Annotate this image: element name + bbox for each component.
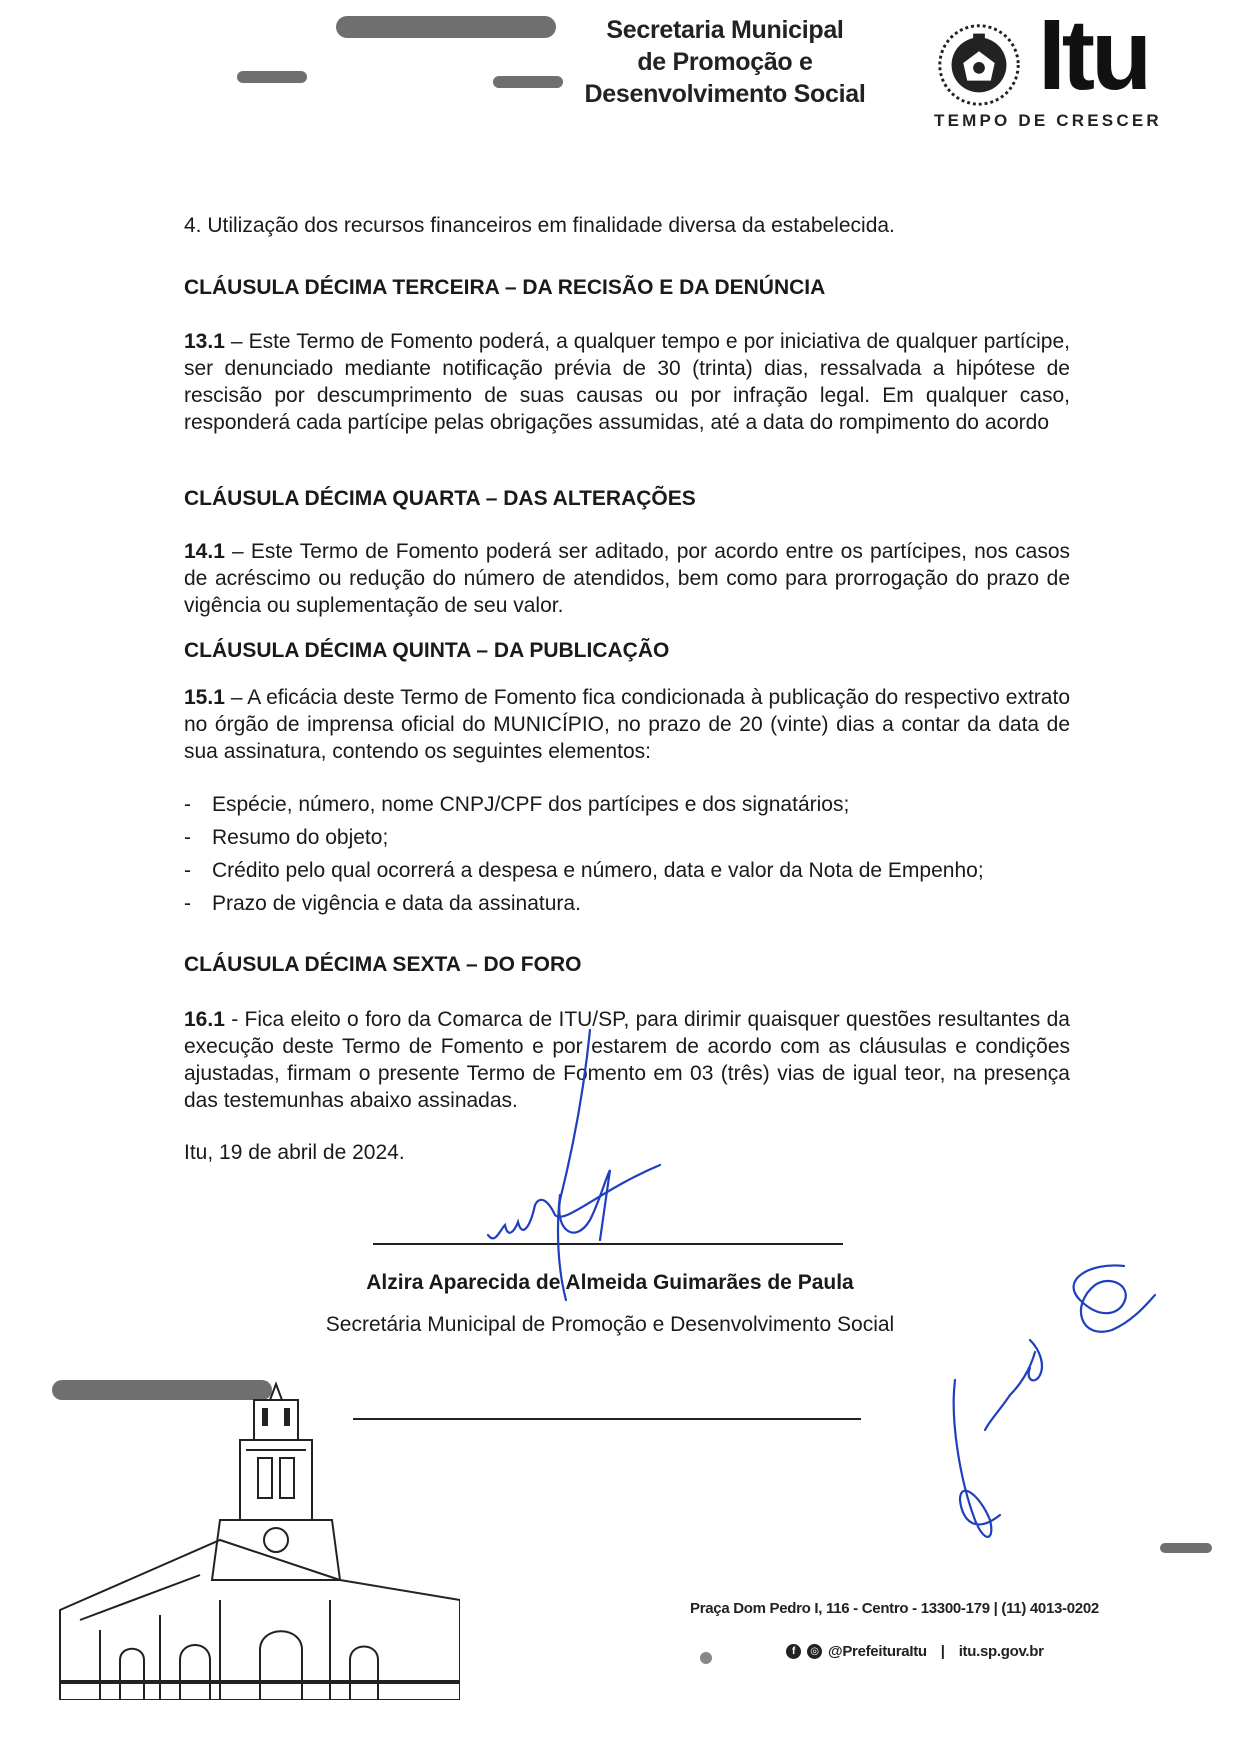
signature-line — [373, 1243, 843, 1245]
clause-15-paragraph — [184, 684, 1070, 765]
department-line: Secretaria Municipal — [606, 16, 844, 44]
document-date: Itu, 19 de abril de 2024. — [184, 1141, 405, 1164]
clause-number: 15.1 — [184, 686, 225, 709]
header-redaction-bar — [336, 16, 556, 38]
list-item: - Prazo de vigência e data da assinatura. — [184, 892, 581, 915]
instagram-icon: ◎ — [807, 1644, 822, 1659]
list-item: - Espécie, número, nome CNPJ/CPF dos partícipes e dos signatários; — [184, 793, 850, 816]
clause-16-heading: CLÁUSULA DÉCIMA SEXTA – DO FORO — [184, 953, 582, 976]
church-illustration — [40, 1380, 460, 1700]
clause-number: 14.1 — [184, 540, 225, 563]
signature-stroke — [488, 1165, 660, 1238]
department-line: de Promoção e — [637, 48, 813, 76]
website-link[interactable]: itu.sp.gov.br — [958, 1643, 1044, 1660]
footer-social — [786, 1643, 1044, 1660]
social-handle: @PrefeituraItu — [828, 1643, 927, 1660]
clause-text: – Este Termo de Fomento poderá, a qualquer tempo e por iniciativa de qualquer partícipe, ser denunciado mediante notificação prévia de 30 (trinta) dias, ressalvada a hipótese de rescisão por descumprimento de suas causas ou por infração legal. Em qualquer caso, responderá cada partícipe pelas obrigações assumidas, até a data do rompimento do acordo — [184, 330, 1070, 434]
list-item-text: Prazo de vigência e data da assinatura. — [212, 892, 581, 915]
list-item-text: Espécie, número, nome CNPJ/CPF dos partícipes e dos signatários; — [212, 793, 850, 816]
clause-15-heading: CLÁUSULA DÉCIMA QUINTA – DA PUBLICAÇÃO — [184, 639, 670, 662]
itu-logo: Itu — [1038, 0, 1149, 111]
facebook-icon: f — [786, 1644, 801, 1659]
clause-text: – Este Termo de Fomento poderá ser aditado, por acordo entre os partícipes, nos casos de acréscimo ou redução do número de atendidos, bem como para prorrogação do prazo de vigência ou suplementação de seu valor. — [184, 540, 1070, 617]
department-line: Desenvolvimento Social — [584, 80, 866, 108]
signatory-name: Alzira Aparecida de Almeida Guimarães de Paula — [366, 1271, 854, 1294]
footer-address: Praça Dom Pedro I, 116 - Centro - 13300-179 | (11) 4013-0202 — [690, 1600, 1099, 1617]
clause-number: 13.1 — [184, 330, 225, 353]
list-item-text: Resumo do objeto; — [212, 826, 389, 849]
header-redaction-bar — [493, 76, 563, 88]
footer-dot-icon — [700, 1652, 712, 1664]
redaction-bar — [1160, 1543, 1212, 1553]
clause-14-paragraph — [184, 538, 1070, 619]
clause-13-heading: CLÁUSULA DÉCIMA TERCEIRA – DA RECISÃO E DA DENÚNCIA — [184, 276, 826, 299]
clause-text: – A eficácia deste Termo de Fomento fica condicionada à publicação do respectivo extrato no órgão de imprensa oficial do MUNICÍPIO, no prazo de 20 (vinte) dias a contar da data de sua assinatura, contendo os seguintes elementos: — [184, 686, 1070, 763]
signatory-role: Secretária Municipal de Promoção e Desenvolvimento Social — [325, 1313, 895, 1336]
clause-text: - Fica eleito o foro da Comarca de ITU/SP, para dirimir quaisquer questões resultantes da execução deste Termo de Fomento e por estarem de acordo com as cláusulas e condições ajustadas, firmam o presente Termo de Fomento em 03 (três) vias de igual teor, na presença das testemunhas abaixo assinadas. — [184, 1008, 1070, 1112]
publication-elements-list — [184, 788, 1070, 920]
signature-stroke — [1074, 1265, 1155, 1331]
list-item-4: 4. Utilização dos recursos financeiros em finalidade diversa da estabelecida. — [184, 214, 895, 237]
list-item: - Resumo do objeto; — [184, 826, 389, 849]
clause-14-heading: CLÁUSULA DÉCIMA QUARTA – DAS ALTERAÇÕES — [184, 487, 696, 510]
city-seal-icon — [930, 14, 1028, 112]
signature-stroke — [985, 1352, 1035, 1430]
clause-number: 16.1 — [184, 1008, 225, 1031]
signature-stroke — [1029, 1340, 1042, 1380]
list-item: - Crédito pelo qual ocorrerá a despesa e número, data e valor da Nota de Empenho; — [184, 859, 984, 882]
slogan: TEMPO DE CRESCER — [934, 111, 1162, 130]
clause-16-paragraph — [184, 1006, 1070, 1114]
footer-separator: | — [940, 1643, 945, 1660]
signature-stroke — [954, 1380, 1000, 1537]
list-item-text: Crédito pelo qual ocorrerá a despesa e número, data e valor da Nota de Empenho; — [212, 859, 984, 882]
department-title — [560, 14, 890, 110]
clause-13-paragraph — [184, 328, 1070, 436]
header-redaction-bar — [237, 71, 307, 83]
